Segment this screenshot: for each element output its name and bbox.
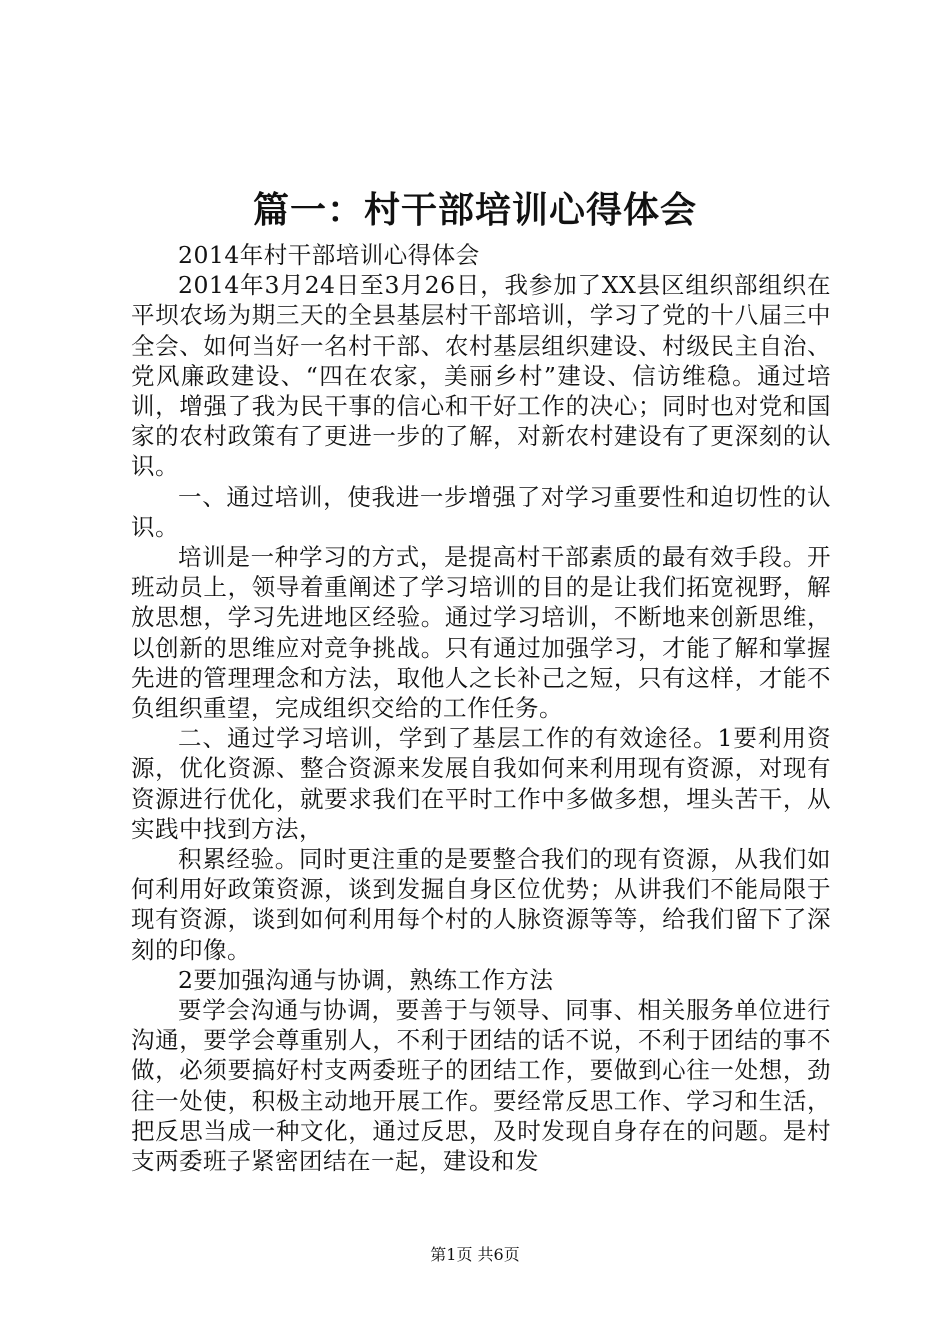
body-paragraph: 2014年3月24日至3月26日，我参加了XX县区组织部组织在平坝农场为期三天的全县基层村干部培训，学习了党的十八届三中全会、如何当好一名村干部、农村基层组织建设、村级民主自治、党风廉政建设、“四在农家，美丽乡村”建设、信访维稳。通过培训，增强了我为民干事的信心和干好工作的决心；同时也对党和国家的农村政策有了更进一步的了解，对新农村建设有了更深刻的认识。 — [131, 271, 831, 481]
body-paragraph: 要学会沟通与协调，要善于与领导、同事、相关服务单位进行沟通，要学会尊重别人，不利于团结的话不说，不利于团结的事不做，必须要搞好村支两委班子的团结工作，要做到心往一处想，劲往一处使，积极主动地开展工作。要经常反思工作、学习和生活，把反思当成一种文化，通过反思，及时发现自身存在的问题。是村支两委班子紧密团结在一起，建设和发 — [131, 996, 831, 1176]
subsection-heading-paragraph: 2要加强沟通与协调，熟练工作方法 — [178, 965, 554, 994]
section-heading-paragraph: 二、通过学习培训，学到了基层工作的有效途径。1要利用资源，优化资源、整合资源来发展自我如何来利用现有资源，对现有资源进行优化，就要求我们在平时工作中多做多想，埋头苦干，从实践中找到方法， — [131, 724, 831, 843]
document-body — [131, 240, 831, 1176]
page-number-footer: 第1页 共6页 — [430, 1245, 520, 1264]
body-paragraph: 培训是一种学习的方式，是提高村干部素质的最有效手段。开班动员上，领导着重阐述了学习培训的目的是让我们拓宽视野，解放思想，学习先进地区经验。通过学习培训，不断地来创新思维，以创新的思维应对竞争挑战。只有通过加强学习，才能了解和掌握先进的管理理念和方法，取他人之长补己之短，只有这样，才能不负组织重望，完成组织交给的工作任务。 — [131, 543, 831, 723]
section-heading-paragraph: 一、通过培训，使我进一步增强了对学习重要性和迫切性的认识。 — [131, 482, 831, 541]
subtitle-paragraph: 2014年村干部培训心得体会 — [178, 241, 480, 269]
body-paragraph: 积累经验。同时更注重的是要整合我们的现有资源，从我们如何利用好政策资源，谈到发掘自身区位优势；从讲我们不能局限于现有资源，谈到如何利用每个村的人脉资源等等，给我们留下了深刻的印像。 — [131, 845, 831, 964]
document-title: 篇一：村干部培训心得体会 — [252, 189, 697, 231]
